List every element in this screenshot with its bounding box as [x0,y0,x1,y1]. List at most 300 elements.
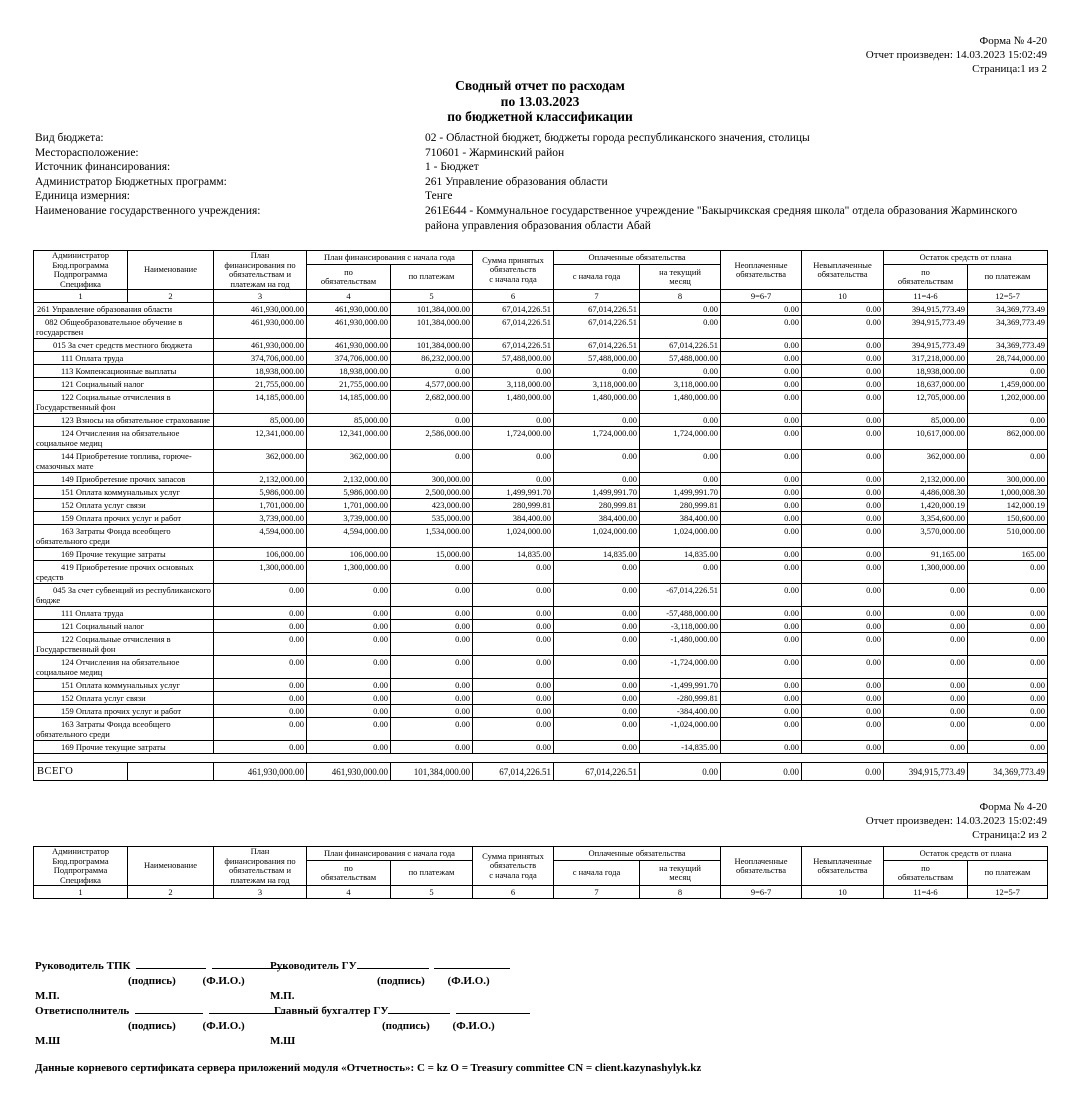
stamp-place-label: М.П. [270,989,295,1002]
row-value: 2,132,000.00 [307,473,391,486]
row-value: 0.00 [307,705,391,718]
row-value: 12,341,000.00 [214,427,307,450]
row-value: 0.00 [802,414,884,427]
row-value: 0.00 [884,718,968,741]
row-value: 150,600.00 [968,512,1048,525]
row-name: 111 Оплата труда [34,607,214,620]
signature-subline [270,1019,530,1034]
header-remainder-by-obligations: по обязательствам [884,265,968,290]
signature-subline [270,974,530,989]
row-value: 0.00 [214,741,307,754]
signature-block-right [270,958,530,1049]
row-name: 113 Компенсационные выплаты [34,365,214,378]
row-value: 1,459,000.00 [968,378,1048,391]
row-value: 280,999.81 [473,499,554,512]
row-value: 0.00 [214,656,307,679]
row-value: 0.00 [884,633,968,656]
row-value: 0.00 [721,352,802,365]
meta-value: 02 - Областной бюджет, бюджеты города республиканского значения, столицы [425,132,810,144]
row-value: 3,570,000.00 [884,525,968,548]
row-value: 0.00 [884,705,968,718]
signature-caption: (подпись) [128,974,176,987]
row-value: 0.00 [721,450,802,473]
row-value: 1,024,000.00 [640,525,721,548]
signature-label: Руководитель ГУ [270,960,357,972]
row-value: 0.00 [884,584,968,607]
signature-block-left [35,958,288,1049]
row-value: 461,930,000.00 [307,339,391,352]
row-value: 0.00 [391,705,473,718]
report-generated-timestamp: Отчет произведен: 14.03.2023 15:02:49 [865,49,1047,61]
row-value: 3,118,000.00 [640,378,721,391]
header-by-payments: по платежам [391,861,473,886]
row-value: 12,341,000.00 [307,427,391,450]
row-value: 394,915,773.49 [884,303,968,316]
row-value: 0.00 [802,741,884,754]
row-value: 0.00 [968,584,1048,607]
col-number: 8 [640,290,721,303]
signature-subline [35,974,288,989]
row-value: 300,000.00 [968,473,1048,486]
col-number: 9=6-7 [721,886,802,899]
row-value: 0.00 [721,414,802,427]
row-value: 0.00 [554,584,640,607]
meta-row-funding-source [35,160,1047,175]
row-value: 18,938,000.00 [214,365,307,378]
row-name: 261 Управление образования области [34,303,214,316]
meta-label: Вид бюджета: [35,132,104,144]
row-name: 082 Общеобразовательное обучение в государствен [34,316,214,339]
report-title-line2: по 13.03.2023 [500,93,580,109]
row-value: 0.00 [968,679,1048,692]
row-value: 0.00 [721,679,802,692]
row-value: 0.00 [391,414,473,427]
row-value: 67,014,226.51 [554,303,640,316]
table-row [34,473,1048,486]
row-value: 14,185,000.00 [214,391,307,414]
header-admin-program: Администратор Бюд.программа Подпрограмма Специфика [34,847,128,886]
meta-row-program-administrator [35,175,1047,190]
row-value: 101,384,000.00 [391,303,473,316]
header-group-paid-obligations: Оплаченные обязательства [554,847,721,861]
row-value: 0.00 [554,679,640,692]
header-group-plan-remainder: Остаток средств от плана [884,251,1048,265]
table-row [34,512,1048,525]
row-value: 0.00 [721,607,802,620]
page-indicator: Страница:2 из 2 [972,829,1047,841]
row-value: 0.00 [214,705,307,718]
row-value: -57,488,000.00 [640,607,721,620]
row-value: 0.00 [473,620,554,633]
row-value: -1,024,000.00 [640,718,721,741]
row-value: 1,480,000.00 [473,391,554,414]
row-value: 0.00 [968,450,1048,473]
header-unpaid-obligations: Неоплаченные обязательства [721,847,802,886]
row-name: 045 За счет субвенций из республиканского бюдже [34,584,214,607]
row-value: 0.00 [473,584,554,607]
header-name: Наименование [128,847,214,886]
row-name: 169 Прочие текущие затраты [34,741,214,754]
row-value: 165.00 [968,548,1048,561]
col-number: 7 [554,290,640,303]
row-value: 2,500,000.00 [391,486,473,499]
table-row [34,705,1048,718]
row-value: 101,384,000.00 [391,339,473,352]
table-head [34,251,1048,303]
row-value: 0.00 [554,741,640,754]
row-value: 0.00 [721,316,802,339]
fio-caption: (Ф.И.О.) [447,974,490,987]
meta-value: 261E644 - Коммунальное государственное учреждение "Бакырчикская средняя школа" отдела образования Жарминского района управления образования области Абай [425,204,1018,232]
header-group-plan-ytd: План финансирования с начала года [307,251,473,265]
row-value: 0.00 [802,499,884,512]
row-value: 461,930,000.00 [214,303,307,316]
row-value: 394,915,773.49 [884,339,968,352]
row-value: 106,000.00 [214,548,307,561]
row-name: 163 Затраты Фонда всеобщего обязательного среди [34,525,214,548]
report-title [0,78,1080,125]
row-value: 0.00 [802,450,884,473]
signature-label: Ответисполнитель [35,1005,130,1018]
row-value: 4,594,000.00 [307,525,391,548]
table-body [34,303,1048,754]
row-value: 0.00 [802,427,884,450]
row-value: -280,999.81 [640,692,721,705]
row-value: 0.00 [391,561,473,584]
row-value: 461,930,000.00 [214,339,307,352]
row-value: 0.00 [721,473,802,486]
row-value: 0.00 [802,620,884,633]
row-value: 5,986,000.00 [307,486,391,499]
row-name: 152 Оплата услуг связи [34,692,214,705]
row-value: 300,000.00 [391,473,473,486]
row-value: 0.00 [554,718,640,741]
row-name: 122 Социальные отчисления в Государственный фон [34,633,214,656]
row-value: 0.00 [473,633,554,656]
row-value: 0.00 [554,473,640,486]
signature-caption: (подпись) [382,1020,430,1033]
row-value: 106,000.00 [307,548,391,561]
table-row [34,316,1048,339]
stamp-place-label: М.Ш [270,1034,296,1047]
header-undisbursed-obligations: Невыплаченные обязательства [802,847,884,886]
row-value: 0.00 [554,620,640,633]
row-value: 0.00 [802,352,884,365]
row-value: 0.00 [968,718,1048,741]
header-annual-plan: План финансирования по обязательствам и платежам на год [214,251,307,290]
meta-label: Месторасположение: [35,146,139,159]
row-value: 461,930,000.00 [307,303,391,316]
row-name: 122 Социальные отчисления в Государственный фон [34,391,214,414]
row-name: 159 Оплата прочих услуг и работ [34,705,214,718]
row-name: 151 Оплата коммунальных услуг [34,679,214,692]
row-value: 0.00 [721,303,802,316]
row-value: 34,369,773.49 [968,339,1048,352]
row-value: 1,724,000.00 [473,427,554,450]
row-name: 152 Оплата услуг связи [34,499,214,512]
row-value: 0.00 [802,339,884,352]
row-value: 0.00 [473,705,554,718]
row-name: 124 Отчисления на обязательное социальное медиц [34,427,214,450]
page-indicator: Страница:1 из 2 [972,63,1047,75]
row-name: 149 Приобретение прочих запасов [34,473,214,486]
row-value: 0.00 [968,607,1048,620]
table-row [34,525,1048,548]
row-value: 0.00 [721,633,802,656]
table-row [34,486,1048,499]
certificate-footer: Данные корневого сертификата сервера приложений модуля «Отчетность»: C = kz O = Treasury committee CN = client.kazynashylyk.kz [35,1062,702,1074]
row-value: 0.00 [214,679,307,692]
row-value: 1,202,000.00 [968,391,1048,414]
header-undisbursed-obligations: Невыплаченные обязательства [802,251,884,290]
row-value: 374,706,000.00 [214,352,307,365]
table-row [34,561,1048,584]
row-value: 85,000.00 [214,414,307,427]
meta-value: 710601 - Жарминский район [425,146,565,159]
row-value: 18,938,000.00 [884,365,968,378]
header-accepted-obligations: Сумма принятых обязательств с начала года [473,251,554,290]
row-value: 374,706,000.00 [307,352,391,365]
row-value: 14,185,000.00 [307,391,391,414]
table-row [34,391,1048,414]
row-value: 67,014,226.51 [554,339,640,352]
row-value: 0.00 [802,561,884,584]
row-value: 362,000.00 [884,450,968,473]
row-value: 0.00 [884,656,968,679]
col-number: 1 [34,886,128,899]
row-value: 1,480,000.00 [640,391,721,414]
row-value: 317,218,000.00 [884,352,968,365]
row-name: 144 Приобретение топлива, горюче-смазочных мате [34,450,214,473]
row-value: 57,488,000.00 [473,352,554,365]
row-value: 0.00 [391,741,473,754]
header-by-obligations: по обязательствам [307,861,391,886]
table-row [34,584,1048,607]
row-value: 0.00 [802,584,884,607]
row-value: 862,000.00 [968,427,1048,450]
row-value: 3,354,600.00 [884,512,968,525]
total-value: 101,384,000.00 [391,763,473,781]
row-value: 0.00 [214,620,307,633]
row-value: 0.00 [802,525,884,548]
col-number: 3 [214,886,307,899]
row-value: 101,384,000.00 [391,316,473,339]
row-value: 91,165.00 [884,548,968,561]
row-value: 362,000.00 [307,450,391,473]
row-value: 0.00 [640,303,721,316]
row-value: 4,577,000.00 [391,378,473,391]
meta-value: Тенге [425,190,453,203]
row-name: 015 За счет средств местного бюджета [34,339,214,352]
row-value: 34,369,773.49 [968,303,1048,316]
row-value: 0.00 [721,548,802,561]
meta-value: 1 - Бюджет [425,161,479,174]
row-value: 28,744,000.00 [968,352,1048,365]
row-value: 67,014,226.51 [473,303,554,316]
table-row [34,548,1048,561]
row-value: 0.00 [473,450,554,473]
row-value: 14,835.00 [640,548,721,561]
row-value: 85,000.00 [884,414,968,427]
col-number: 6 [473,886,554,899]
row-name: 159 Оплата прочих услуг и работ [34,512,214,525]
row-value: 0.00 [391,584,473,607]
row-value: 0.00 [391,450,473,473]
row-value: 0.00 [554,365,640,378]
row-value: 0.00 [968,365,1048,378]
header-ytd: с начала года [554,861,640,886]
row-value: 0.00 [473,365,554,378]
row-value: 57,488,000.00 [640,352,721,365]
row-value: 10,617,000.00 [884,427,968,450]
row-value: 384,400.00 [554,512,640,525]
column-numbering-row [34,886,1048,899]
row-value: 0.00 [721,391,802,414]
meta-value: 261 Управление образования области [425,175,608,188]
row-value: 85,000.00 [307,414,391,427]
row-value: 0.00 [968,633,1048,656]
signature-blank-line [135,1003,203,1014]
expenses-table-page2-header [33,846,1048,899]
row-value: 0.00 [473,473,554,486]
row-value: 0.00 [473,607,554,620]
total-value: 461,930,000.00 [214,763,307,781]
header-current-month: на текущий месяц [640,861,721,886]
signature-blank-line [456,1003,530,1014]
row-name: 121 Социальный налог [34,378,214,391]
row-value: 0.00 [640,473,721,486]
row-value: 0.00 [884,620,968,633]
row-value: 0.00 [391,607,473,620]
row-value: 0.00 [721,525,802,548]
signature-line [35,1003,288,1019]
row-value: -67,014,226.51 [640,584,721,607]
row-value: -384,400.00 [640,705,721,718]
header-group-plan-remainder: Остаток средств от плана [884,847,1048,861]
row-name: 151 Оплата коммунальных услуг [34,486,214,499]
row-value: 1,000,008.30 [968,486,1048,499]
row-name: 419 Приобретение прочих основных средств [34,561,214,584]
row-value: 2,682,000.00 [391,391,473,414]
row-value: 1,499,991.70 [640,486,721,499]
row-value: -3,118,000.00 [640,620,721,633]
spacer-cell [34,754,1048,763]
row-value: 3,739,000.00 [307,512,391,525]
row-value: 0.00 [721,620,802,633]
row-value: 0.00 [968,620,1048,633]
row-value: 0.00 [640,365,721,378]
row-value: 142,000.19 [968,499,1048,512]
row-value: 0.00 [802,692,884,705]
row-value: 1,300,000.00 [214,561,307,584]
row-value: 4,594,000.00 [214,525,307,548]
table-row [34,679,1048,692]
row-value: 0.00 [802,365,884,378]
row-value: 384,400.00 [640,512,721,525]
total-value: 0.00 [802,763,884,781]
row-value: 0.00 [554,633,640,656]
col-number: 7 [554,886,640,899]
row-value: 0.00 [640,414,721,427]
total-value: 67,014,226.51 [554,763,640,781]
row-value: 394,915,773.49 [884,316,968,339]
signature-line [35,958,288,974]
row-name: 124 Отчисления на обязательное социальное медиц [34,656,214,679]
form-number: Форма № 4-20 [979,801,1047,813]
header-remainder-by-obligations: по обязательствам [884,861,968,886]
row-value: 0.00 [391,692,473,705]
table-row [34,303,1048,316]
row-name: 121 Социальный налог [34,620,214,633]
row-value: 18,938,000.00 [307,365,391,378]
report-metadata [35,131,1047,233]
col-number: 5 [391,886,473,899]
row-value: 1,724,000.00 [554,427,640,450]
row-value: 0.00 [802,718,884,741]
row-value: 14,835.00 [554,548,640,561]
row-name: 163 Затраты Фонда всеобщего обязательного среди [34,718,214,741]
header-ytd: с начала года [554,265,640,290]
row-value: 0.00 [554,561,640,584]
row-value: 0.00 [307,584,391,607]
form-number: Форма № 4-20 [979,35,1047,47]
fio-caption: (Ф.И.О.) [452,1020,495,1033]
row-name: 111 Оплата труда [34,352,214,365]
row-value: 0.00 [968,656,1048,679]
total-value: 67,014,226.51 [473,763,554,781]
header-by-payments: по платежам [391,265,473,290]
row-value: 0.00 [968,692,1048,705]
total-value: 0.00 [640,763,721,781]
signature-blank-line [388,1003,450,1014]
row-value: 4,486,008.30 [884,486,968,499]
row-value: 0.00 [802,705,884,718]
row-value: 0.00 [554,705,640,718]
row-value: 1,701,000.00 [214,499,307,512]
stamp-place-label: М.Ш [35,1034,61,1047]
row-value: 0.00 [968,741,1048,754]
row-value: 57,488,000.00 [554,352,640,365]
signature-caption: (подпись) [128,1020,176,1033]
row-value: 0.00 [884,679,968,692]
row-value: 0.00 [307,692,391,705]
col-number: 12=5-7 [968,886,1048,899]
row-value: 0.00 [721,741,802,754]
header-unpaid-obligations: Неоплаченные обязательства [721,251,802,290]
row-value: 280,999.81 [554,499,640,512]
row-value: 1,499,991.70 [554,486,640,499]
row-value: 423,000.00 [391,499,473,512]
col-number: 4 [307,290,391,303]
row-value: 21,755,000.00 [307,378,391,391]
signature-blank-line [357,958,429,969]
meta-label: Источник финансирования: [35,161,171,174]
total-value: 0.00 [721,763,802,781]
table-row [34,427,1048,450]
row-value: 0.00 [391,365,473,378]
row-value: 0.00 [473,656,554,679]
row-value: 0.00 [640,561,721,584]
row-value: 0.00 [307,679,391,692]
row-value: 461,930,000.00 [307,316,391,339]
row-value: 0.00 [721,561,802,584]
col-number: 6 [473,290,554,303]
table-row [34,607,1048,620]
row-value: 0.00 [307,741,391,754]
table-row [34,352,1048,365]
col-number: 11=4-6 [884,290,968,303]
row-value: 0.00 [721,378,802,391]
